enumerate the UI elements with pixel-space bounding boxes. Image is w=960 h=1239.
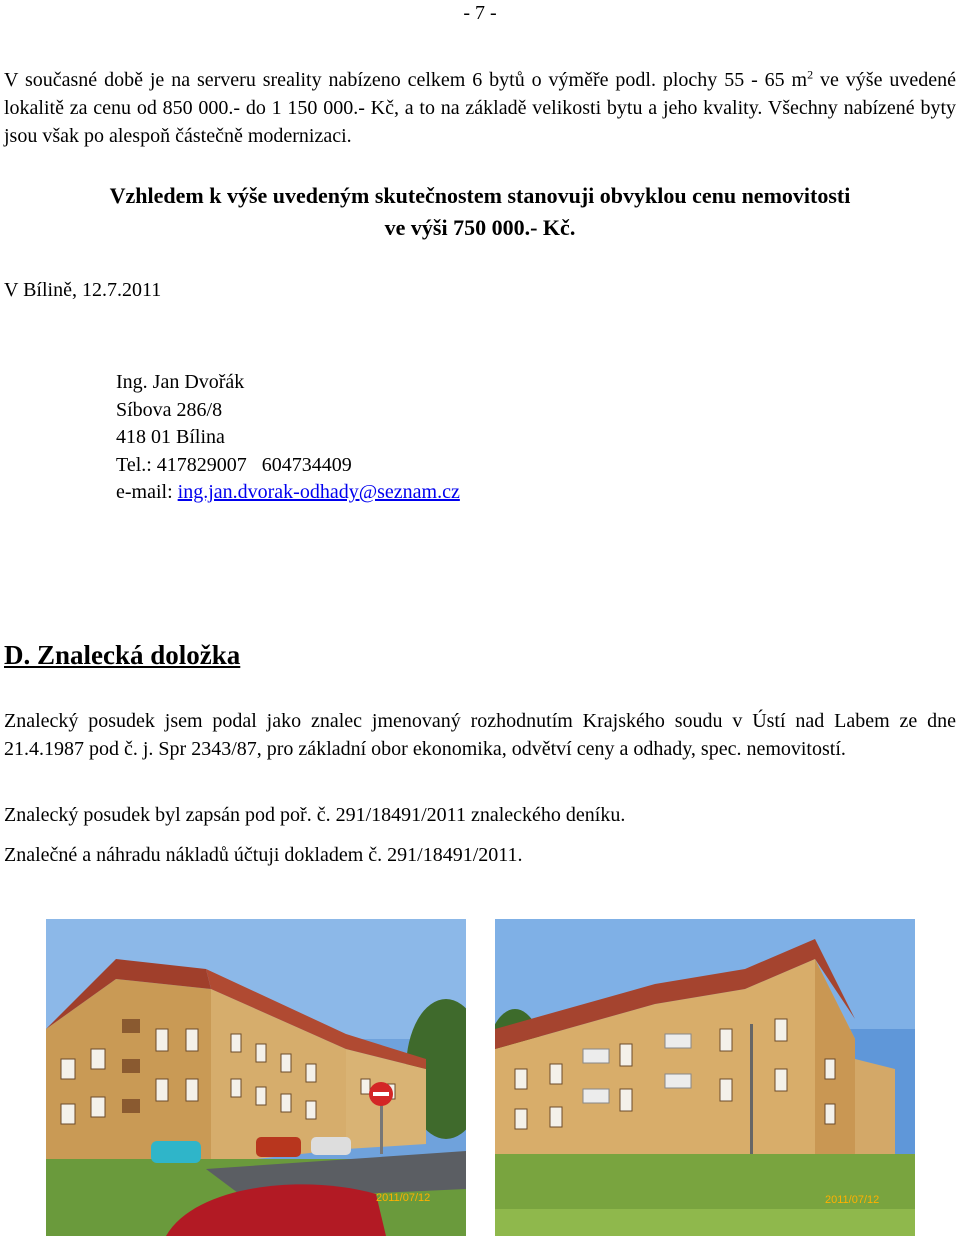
price-conclusion-line-2: ve výši 750 000.- Kč. (384, 215, 576, 240)
price-conclusion-line-1: Vzhledem k výše uvedeným skutečnostem stanovuji obvyklou cenu nemovitosti (109, 183, 851, 208)
building-photo-1-image (46, 919, 466, 1236)
author-street: Síbova 286/8 (116, 398, 223, 421)
intro-paragraph: V současné době je na serveru sreality nabízeno celkem 6 bytů o výměře podl. plochy 55 - 65 $m^2$ ve výše uvedené lokalitě za cenu od 850 000.- do 1 150 000.- Kč, a to na základě velikosti bytu a jeho kvality. Všechny nabízené byty jsou však po alespoň částečně modernizaci. (4, 67, 957, 147)
fee-line: Znalečné a náhradu nákladů účtuji dokladem č. 291/18491/2011. (4, 844, 523, 866)
photo-2-timestamp: 2011/07/12 (825, 1194, 880, 1206)
author-name: Ing. Jan Dvořák (116, 371, 245, 393)
building-photo-2-image (495, 919, 915, 1236)
price-conclusion (0, 180, 960, 244)
author-address-block (116, 369, 460, 507)
registry-line: Znalecký posudek byl zapsán pod poř. č. 291/18491/2011 znaleckého deníku. (4, 804, 626, 826)
section-heading: D. Znalecká doložka (4, 640, 241, 670)
expert-clause-paragraph: Znalecký posudek jsem podal jako znalec jmenovaný rozhodnutím Krajského soudu v Ústí nad Labem ze dne 21.4.1987 pod č. j. Spr 2343/87, pro základní obor ekonomika, odvětví ceny a odhady, spec. nemovitostí. (4, 710, 956, 760)
author-phone: Tel.: 417829007 604734409 (116, 453, 352, 476)
building-photo-2 (495, 919, 915, 1236)
author-email-line (116, 479, 460, 507)
place-date: V Bílině, 12.7.2011 (4, 279, 162, 301)
email-label: e-mail: (116, 481, 178, 503)
email-link[interactable]: ing.jan.dvorak-odhady@seznam.cz (177, 481, 460, 503)
author-city: 418 01 Bílina (116, 426, 225, 448)
photo-1-timestamp: 2011/07/12 (376, 1192, 431, 1204)
building-photo-1 (46, 919, 466, 1236)
page-number: - 7 - (463, 2, 497, 24)
